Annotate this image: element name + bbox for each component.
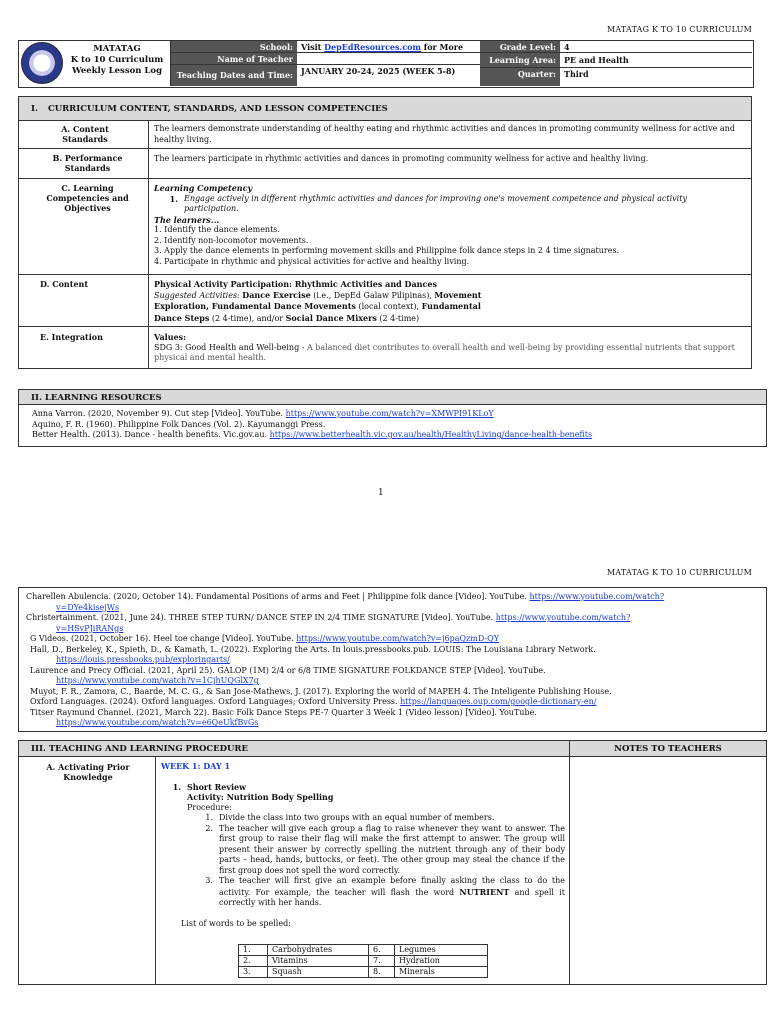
reference-link-continued: https://louis.pressbooks.pub/exploringarts/ bbox=[56, 655, 230, 664]
curriculum-header-2: MATATAG K TO 10 CURRICULUM bbox=[607, 568, 753, 577]
reference-link[interactable]: https://www.youtube.com/watch? bbox=[529, 592, 665, 601]
words-table bbox=[238, 944, 488, 978]
reference-link-continued: https://www.youtube.com/watch?v=1CjhUQGlX7g bbox=[56, 676, 259, 685]
reference-item: Hall, D., Berkeley, K., Spieth, D., & Kamath, L. (2022). Exploring the Arts. In louis.pressbooks.pub. LOUIS: The Louisiana Library Network. bbox=[30, 644, 596, 654]
teacher-value bbox=[297, 53, 480, 65]
notes-title: NOTES TO TEACHERS bbox=[569, 740, 767, 757]
objective-4: 4. Participate in rhythmic and physical activities for active and healthy living. bbox=[154, 256, 470, 266]
short-review: 1. Short Review Activity: Nutrition Body Spelling Procedure: 1. Divide the class into two groups with an equal number of members. 2. The teacher will give each group a flag to raise whenever they want to answer. The first group to raise their flag will make the first attempt to answer. The group will present their answer by correctly spelling the nutrient through any of their body parts – head, hands, buttocks, or feet). The other group may steal the chance if the first group does not spell the word correctly. 3. The teacher will first give an example before finally asking the class to do the activity. For example, the teacher will flash the word NUTRIENT and spell it correctly with her hands. bbox=[172, 781, 565, 907]
reference-item: Titser Raymund Channel. (2021, March 22). Basic Folk Dance Steps PE-7 Quarter 3 Week 1 (Video lesson) [Video]. YouTube. bbox=[30, 707, 537, 717]
area-label: Learning Area: bbox=[480, 53, 560, 68]
content-text: Physical Activity Participation: Rhythmic Activities and Dances Suggested Activities: Dance Exercise (i.e., DepEd Galaw Pilipinas), Movement Exploration, Fundamental Dance Movements (local context), Fundamental Dance Steps (2 4-time), and/or Social Dance Mixers (2 4-time) bbox=[154, 279, 482, 323]
resources-list bbox=[32, 409, 762, 441]
learners-heading: The learners... bbox=[154, 214, 220, 225]
reference-link[interactable]: https://www.youtube.com/watch?v=j6paQzmD-QY bbox=[296, 634, 499, 643]
activity-title: Activity: Nutrition Body Spelling bbox=[187, 792, 334, 802]
table-row: 2. Vitamins 7. Hydration bbox=[239, 956, 488, 967]
reference-item: Christertainment. (2021, June 24). THREE STEP TURN/ DANCE STEP IN 2/4 TIME SIGNATURE [Video]. YouTube. https://www.youtube.com/watch? bbox=[26, 613, 631, 622]
logo-line-1: MATATAG bbox=[93, 44, 141, 54]
content-standards-label: A. Content Standards bbox=[61, 124, 109, 144]
reference-item: Muyot, F. R., Zamora, C., Baarde, M. C. G., & San Jose-Mathews, J. (2017). Exploring the world of MAPEH 4. The Inteligente Publishing House. bbox=[30, 686, 612, 696]
quarter-label: Quarter: bbox=[480, 68, 560, 86]
week-day-heading: WEEK 1: DAY 1 bbox=[161, 761, 231, 771]
logo-title bbox=[64, 44, 170, 77]
teacher-label: Name of Teacher bbox=[171, 53, 297, 65]
competency-item: 1. Engage actively in different rhythmic activities and dances for improving one's movement competence and physical activity participation. bbox=[169, 193, 687, 213]
resource-item: Aquino, F. R. (1960). Philippine Folk Dances (Vol. 2). Kayumanggi Press. bbox=[32, 419, 326, 429]
dates-value: JANUARY 20-24, 2025 (WEEK 5-8) bbox=[301, 66, 456, 76]
depedresources-link[interactable]: DepEdResources.com bbox=[324, 42, 421, 52]
logo-area bbox=[18, 40, 170, 86]
grade-label: Grade Level: bbox=[480, 41, 560, 53]
objective-1: 1. Identify the dance elements. bbox=[154, 225, 280, 234]
content-standards-text: The learners demonstrate understanding of healthy eating and rhythmic activities and dances in promoting community wellness for active and healthy living. bbox=[154, 124, 735, 144]
section-3-title: III. TEACHING AND LEARNING PROCEDURE bbox=[18, 740, 570, 757]
deped-seal-icon bbox=[21, 42, 63, 84]
competency-title: Learning Competency bbox=[154, 183, 253, 193]
content-label: D. Content bbox=[40, 279, 89, 289]
reference-item: Oxford Languages. (2024). Oxford languages. Oxford Languages; Oxford University Press. https://languages.oup.com/google-dictionary-en/ bbox=[30, 697, 597, 706]
page-number: 1 bbox=[378, 488, 384, 498]
performance-standards-text: The learners participate in rhythmic activities and dances in promoting community wellness for active and healthy living. bbox=[154, 154, 649, 163]
activating-prior-knowledge-label: A. Activating Prior Knowledge bbox=[46, 762, 130, 782]
reference-item: Laurence and Precy Official. (2021, April 25). GALOP (1M) 2/4 or 6/8 TIME SIGNATURE FOLKDANCE STEP [Video]. YouTube. bbox=[30, 665, 546, 675]
dates-label: Teaching Dates and Time: bbox=[171, 65, 297, 86]
grade-value: 4 bbox=[560, 41, 752, 53]
step-3: 3. The teacher will first give an example before finally asking the class to do the activity. For example, the teacher will flash the word NUTRIENT and spell it correctly with her hands. bbox=[205, 876, 565, 907]
procedure-content bbox=[161, 761, 565, 929]
competencies-label: C. Learning Competencies and Objectives bbox=[46, 183, 129, 213]
logo-line-2: K to 10 Curriculum bbox=[70, 55, 164, 65]
competencies-content bbox=[154, 183, 744, 267]
step-2: 2. The teacher will give each group a flag to raise whenever they want to answer. The first group to raise their flag will make the first attempt to answer. The group will present their answer by correctly spelling the nutrient through any of their body parts – head, hands, buttocks, or feet). The other group may steal the chance if the first group does not spell the word correctly. bbox=[205, 823, 565, 875]
step-1: 1. Divide the class into two groups with an equal number of members. bbox=[205, 813, 495, 822]
reference-item: G Videos. (2021, October 16). Heel toe change [Video]. YouTube. https://www.youtube.com/watch?v=j6paQzmD-QY bbox=[30, 634, 499, 643]
integration-label: E. Integration bbox=[40, 332, 103, 342]
table-row: 1. Carbohydrates 6. Legumes bbox=[239, 945, 488, 956]
procedure-label: Procedure: bbox=[187, 802, 232, 812]
resource-item: Better Health. (2013). Dance - health benefits. Vic.gov.au. https://www.betterhealth.vic.gov.au/health/HealthyLiving/dance-health-benefits bbox=[32, 430, 593, 439]
reference-link-continued: https://www.youtube.com/watch?v=e6QeUkfBvGs bbox=[56, 718, 259, 727]
curriculum-header: MATATAG K TO 10 CURRICULUM bbox=[607, 25, 753, 34]
school-label: School: bbox=[171, 41, 297, 53]
section-1-title: I. CURRICULUM CONTENT, STANDARDS, AND LESSON COMPETENCIES bbox=[18, 96, 752, 121]
reference-link-continued: v=HSvPJiRANgs bbox=[56, 623, 124, 633]
logo-line-3: Weekly Lesson Log bbox=[71, 66, 163, 76]
resource-link[interactable]: https://www.youtube.com/watch?v=XMWPI91KLoY bbox=[285, 409, 494, 418]
reference-link-continued: v=DYe4kisejWs bbox=[56, 602, 120, 612]
reference-item: Charellen Abulencia. (2020, October 14). Fundamental Positions of arms and Feet | Philippine folk dance [Video]. YouTube. https://www.youtube.com/watch? bbox=[26, 592, 665, 601]
objective-2: 2. Identify non-locomotor movements. bbox=[154, 235, 309, 245]
performance-standards-label: B. Performance Standards bbox=[52, 153, 123, 173]
reference-link[interactable]: https://languages.oup.com/google-dictionary-en/ bbox=[400, 697, 597, 706]
objective-3: 3. Apply the dance elements in performing movement skills and Philippine folk dance steps in 2 4 time signatures. bbox=[154, 246, 620, 255]
integration-text: Values: SDG 3: Good Health and Well-being - A balanced diet contributes to overall health and well-being by providing essential nutrients that support physical and mental health. bbox=[154, 332, 735, 362]
school-value: Visit DepEdResources.com for More bbox=[297, 41, 480, 53]
resource-item: Anna Varron. (2020, November 9). Cut step [Video]. YouTube. https://www.youtube.com/watch?v=XMWPI91KLoY bbox=[32, 409, 494, 418]
resource-link[interactable]: https://www.betterhealth.vic.gov.au/health/HealthyLiving/dance-health-benefits bbox=[269, 430, 593, 439]
quarter-value: Third bbox=[564, 69, 589, 79]
words-intro: List of words to be spelled: bbox=[181, 918, 291, 928]
area-value: PE and Health bbox=[560, 53, 752, 68]
table-row: 3. Squash 8. Minerals bbox=[239, 967, 488, 978]
section-2-title: II. LEARNING RESOURCES bbox=[18, 389, 767, 405]
reference-link[interactable]: https://www.youtube.com/watch? bbox=[495, 613, 631, 622]
references-list bbox=[26, 592, 766, 729]
